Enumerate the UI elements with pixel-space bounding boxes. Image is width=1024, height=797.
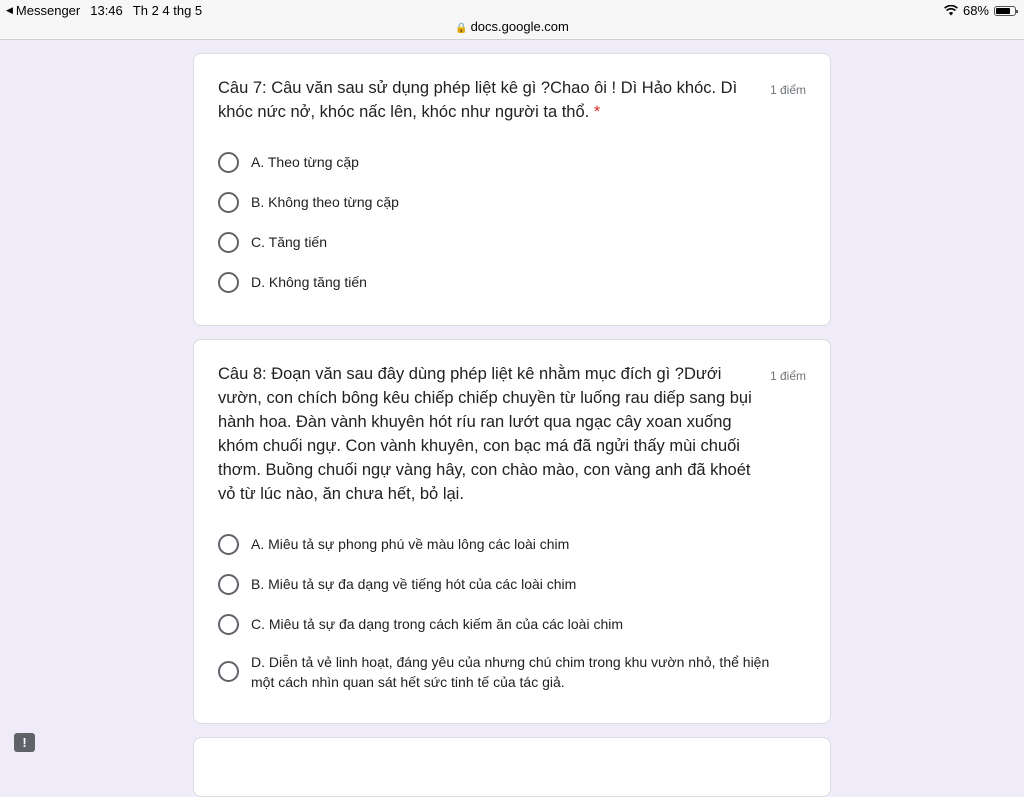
option-label: A. Theo từng cặp [251,154,359,170]
option-b[interactable] [218,574,790,595]
radio-button[interactable] [218,152,239,173]
status-bar [0,0,1024,40]
option-a[interactable] [218,534,790,555]
radio-button[interactable] [218,534,239,555]
url-text: docs.google.com [470,19,569,34]
lock-icon: 🔒 [455,23,468,34]
radio-button[interactable] [218,192,239,213]
question-card-9-partial [193,737,831,797]
option-label: D. Diễn tả vẻ linh hoạt, đáng yêu của nhưng chú chim trong khu vườn nhỏ, thể hiện một cách nhìn quan sát hết sức tinh tế của tác giả. [251,654,770,690]
option-c[interactable] [218,232,790,253]
option-d[interactable] [218,652,790,692]
option-label: B. Miêu tả sự đa dạng về tiếng hót của các loài chim [251,576,577,592]
required-asterisk: * [593,103,601,121]
radio-button[interactable] [218,574,239,595]
question-card-8 [193,339,831,724]
points-label: 1 điểm [769,83,806,97]
option-a[interactable] [218,152,790,173]
back-to-app-link[interactable] [6,3,80,18]
address-bar[interactable] [0,19,1024,34]
option-c[interactable] [218,614,790,635]
radio-button[interactable] [218,272,239,293]
option-label: D. Không tăng tiến [251,274,367,290]
option-d[interactable] [218,272,790,293]
points-label: 1 điểm [769,369,806,383]
radio-button[interactable] [218,614,239,635]
wifi-icon [944,5,958,16]
question-card-7 [193,53,831,326]
back-arrow-icon: ◀ [6,5,13,15]
battery-percent: 68% [962,3,989,18]
question-title: Câu 7: Câu văn sau sử dụng phép liệt kê gì ?Chao ôi ! Dì Hảo khóc. Dì khóc nức nở, khóc nấc lên, khóc như người ta thổ. * [218,79,738,121]
clock: 13:46 [90,3,123,18]
option-label: C. Tăng tiến [251,234,328,250]
option-b[interactable] [218,192,790,213]
date: Th 2 4 thg 5 [132,3,203,18]
option-label: C. Miêu tả sự đa dạng trong cách kiếm ăn của các loài chim [251,616,623,632]
option-label: B. Không theo từng cặp [251,194,399,210]
feedback-icon[interactable]: ! [14,733,35,752]
battery-icon [994,6,1016,16]
option-label: A. Miêu tả sự phong phú về màu lông các loài chim [251,536,570,552]
back-app-label: Messenger [15,3,81,18]
question-title: Câu 8: Đoạn văn sau đây dùng phép liệt kê nhằm mục đích gì ?Dưới vườn, con chích bông kêu chiếp chiếp chuyền từ luống rau diếp sang bụi hành hoa. Đàn vành khuyên hót ríu ran lướt qua ngạc cây xoan xuống khóm chuối ngự. Con vành khuyên, con bạc má đã ngửi thấy mùi chuối thơm. Buồng chuối ngự vàng hây, con chào mào, con vàng anh đã khoét vỏ từ lúc nào, ăn chưa hết, bỏ lại. [218,365,752,503]
radio-button[interactable] [218,661,239,682]
radio-button[interactable] [218,232,239,253]
